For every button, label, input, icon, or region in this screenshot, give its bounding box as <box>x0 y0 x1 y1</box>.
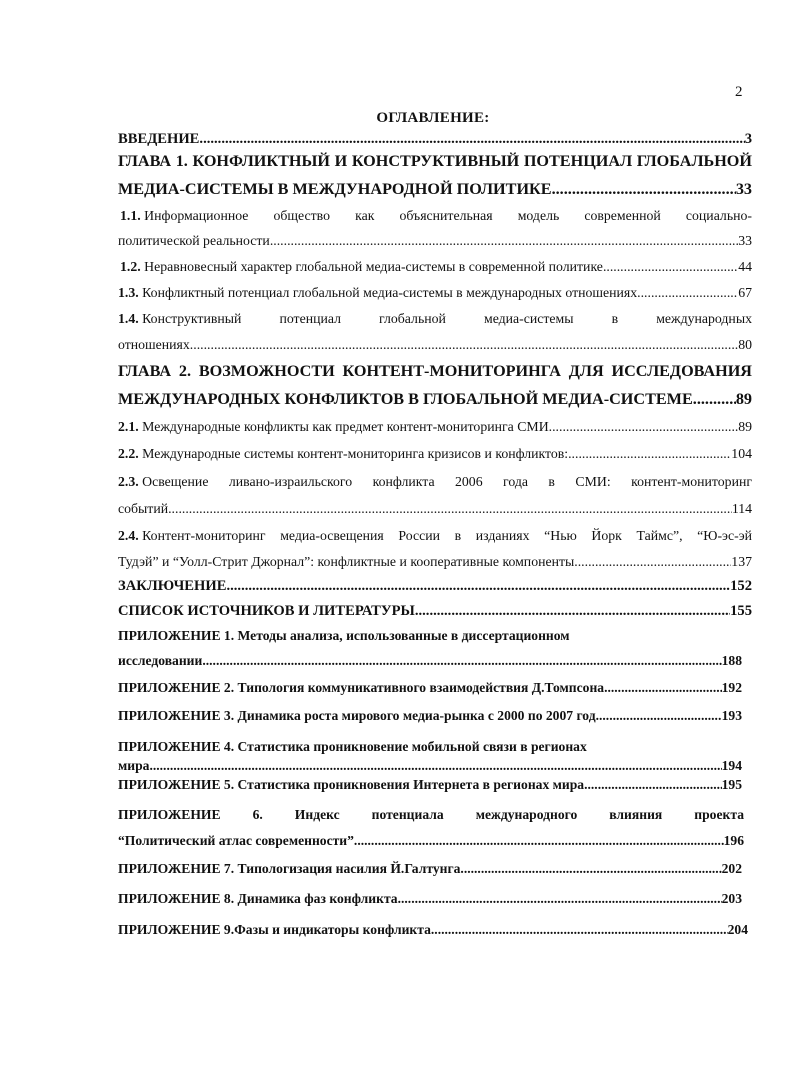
page-ref: 195 <box>721 777 742 792</box>
page-ref: 194 <box>721 758 742 773</box>
page-ref: 89 <box>738 419 752 434</box>
page-ref: 44 <box>738 259 752 274</box>
table-of-contents <box>118 126 752 946</box>
leader-dots <box>552 175 736 203</box>
toc-entry-appendix-7[interactable]: ПРИЛОЖЕНИЕ 7. Типологизация насилия Й.Галтунга ..... 202 <box>118 854 742 884</box>
toc-entry-appendix-5[interactable]: ПРИЛОЖЕНИЕ 5. Статистика проникновения Интернета в регионах мира ..... 195 <box>118 775 742 795</box>
leader-dots <box>693 385 736 413</box>
page-ref: 80 <box>738 337 752 352</box>
page-ref: 104 <box>731 446 752 461</box>
leader-dots <box>596 701 722 731</box>
page-ref: 33 <box>735 180 752 198</box>
leader-dots <box>190 332 738 358</box>
page-ref: 202 <box>721 861 742 876</box>
toc-entry-chapter-2[interactable]: ГЛАВА 2. ВОЗМОЖНОСТИ КОНТЕНТ-МОНИТОРИНГА ДЛЯ ИССЛЕДОВАНИЯ МЕЖДУНАРОДНЫХ КОНФЛИКТОВ В ГЛОБАЛЬНОЙ МЕДИА-СИСТЕМЕ ..... 89 <box>118 358 752 413</box>
leader-dots <box>568 440 731 468</box>
toc-entry-sources[interactable]: СПИСОК ИСТОЧНИКОВ И ЛИТЕРАТУРЫ ..... 155 <box>118 598 752 624</box>
toc-entry-appendix-6[interactable]: ПРИЛОЖЕНИЕ 6. Индекс потенциала международного влияния проекта “Политический атлас современности” ..... 196 <box>118 801 744 854</box>
toc-entry-appendix-2[interactable]: ПРИЛОЖЕНИЕ 2. Типология коммуникативного взаимодействия Д.Томпсона ..... 192 <box>118 674 742 701</box>
toc-entry-appendix-3[interactable]: ПРИЛОЖЕНИЕ 3. Динамика роста мирового медиа-рынка с 2000 по 2007 год ..... 193 <box>118 701 742 731</box>
leader-dots <box>431 914 728 946</box>
toc-entry-appendix-8[interactable]: ПРИЛОЖЕНИЕ 8. Динамика фаз конфликта ..... 203 <box>118 884 742 914</box>
toc-entry-1-4[interactable]: 1.4. Конструктивный потенциал глобальной медиа-системы в международных отношениях ..... 80 <box>118 306 752 358</box>
toc-entry-appendix-9[interactable]: ПРИЛОЖЕНИЕ 9.Фазы и индикаторы конфликта ..... 204 <box>118 914 748 946</box>
page-ref: 33 <box>738 233 752 248</box>
toc-entry-appendix-4[interactable]: ПРИЛОЖЕНИЕ 4. Статистика проникновение мобильной связи в регионах мира ..... 194 <box>118 737 742 775</box>
leader-dots <box>603 254 738 280</box>
page-ref: 89 <box>735 390 752 408</box>
toc-title: ОГЛАВЛЕНИЕ: <box>376 110 490 126</box>
toc-entry-1-1[interactable]: 1.1. Информационное общество как объяснительная модель современной социально- политической реальности ..... 33 <box>118 203 752 254</box>
page-ref: 155 <box>730 603 752 619</box>
leader-dots <box>199 131 744 148</box>
toc-entry-1-3[interactable]: 1.3. Конфликтный потенциал глобальной медиа-системы в международных отношениях ..... 67 <box>118 280 752 306</box>
page-ref: 196 <box>723 833 744 848</box>
page-ref: 192 <box>721 680 742 695</box>
leader-dots <box>549 413 739 440</box>
toc-entry-intro[interactable]: ВВЕДЕНИЕ ..... 3 <box>118 126 752 148</box>
leader-dots <box>354 828 724 854</box>
page-ref: 193 <box>721 708 742 723</box>
leader-dots <box>584 775 722 795</box>
toc-entry-chapter-1[interactable]: ГЛАВА 1. КОНФЛИКТНЫЙ И КОНСТРУКТИВНЫЙ ПОТЕНЦИАЛ ГЛОБАЛЬНОЙ МЕДИА-СИСТЕМЫ В МЕЖДУНАРОДНОЙ ПОЛИТИКЕ ..... 33 <box>118 148 752 203</box>
leader-dots <box>226 574 730 598</box>
toc-entry-appendix-1[interactable]: ПРИЛОЖЕНИЕ 1. Методы анализа, использованные в диссертационном исследовании ..... 188 <box>118 624 742 674</box>
leader-dots <box>460 854 721 884</box>
toc-entry-2-3[interactable]: 2.3. Освещение ливано-израильского конфликта 2006 года в СМИ: контент-мониторинг событий ..... 114 <box>118 468 752 522</box>
leader-dots <box>270 228 738 254</box>
page-ref: 3 <box>744 131 752 147</box>
page-ref: 114 <box>731 501 752 516</box>
page-ref: 67 <box>738 285 752 300</box>
leader-dots <box>149 757 721 775</box>
page-number: 2 <box>735 84 743 100</box>
page-ref: 203 <box>721 891 742 906</box>
toc-entry-conclusion[interactable]: ЗАКЛЮЧЕНИЕ ..... 152 <box>118 574 752 598</box>
page-ref: 204 <box>727 922 748 937</box>
toc-entry-2-2[interactable]: 2.2. Международные системы контент-мониторинга кризисов и конфликтов: ..... 104 <box>118 440 752 468</box>
page-ref: 188 <box>721 653 742 668</box>
toc-entry-1-2[interactable]: 1.2. Неравновесный характер глобальной медиа-системы в современной политике ..... 44 <box>118 254 752 280</box>
leader-dots <box>168 495 732 522</box>
toc-entry-2-1[interactable]: 2.1. Международные конфликты как предмет контент-мониторинга СМИ ..... 89 <box>118 413 752 440</box>
page-ref: 137 <box>731 554 752 569</box>
toc-entry-2-4[interactable]: 2.4. Контент-мониторинг медиа-освещения России в изданиях “Нью Йорк Таймс”, “Ю-эс-эй Тудэй” и “Уолл-Стрит Джорнал”: конфликтные и кооперативные компоненты ..... 137 <box>118 522 752 574</box>
leader-dots <box>637 280 738 306</box>
leader-dots <box>415 598 730 624</box>
leader-dots <box>202 648 721 674</box>
page-ref: 152 <box>730 578 752 594</box>
leader-dots <box>574 550 731 574</box>
leader-dots <box>604 674 722 701</box>
leader-dots <box>398 884 722 914</box>
